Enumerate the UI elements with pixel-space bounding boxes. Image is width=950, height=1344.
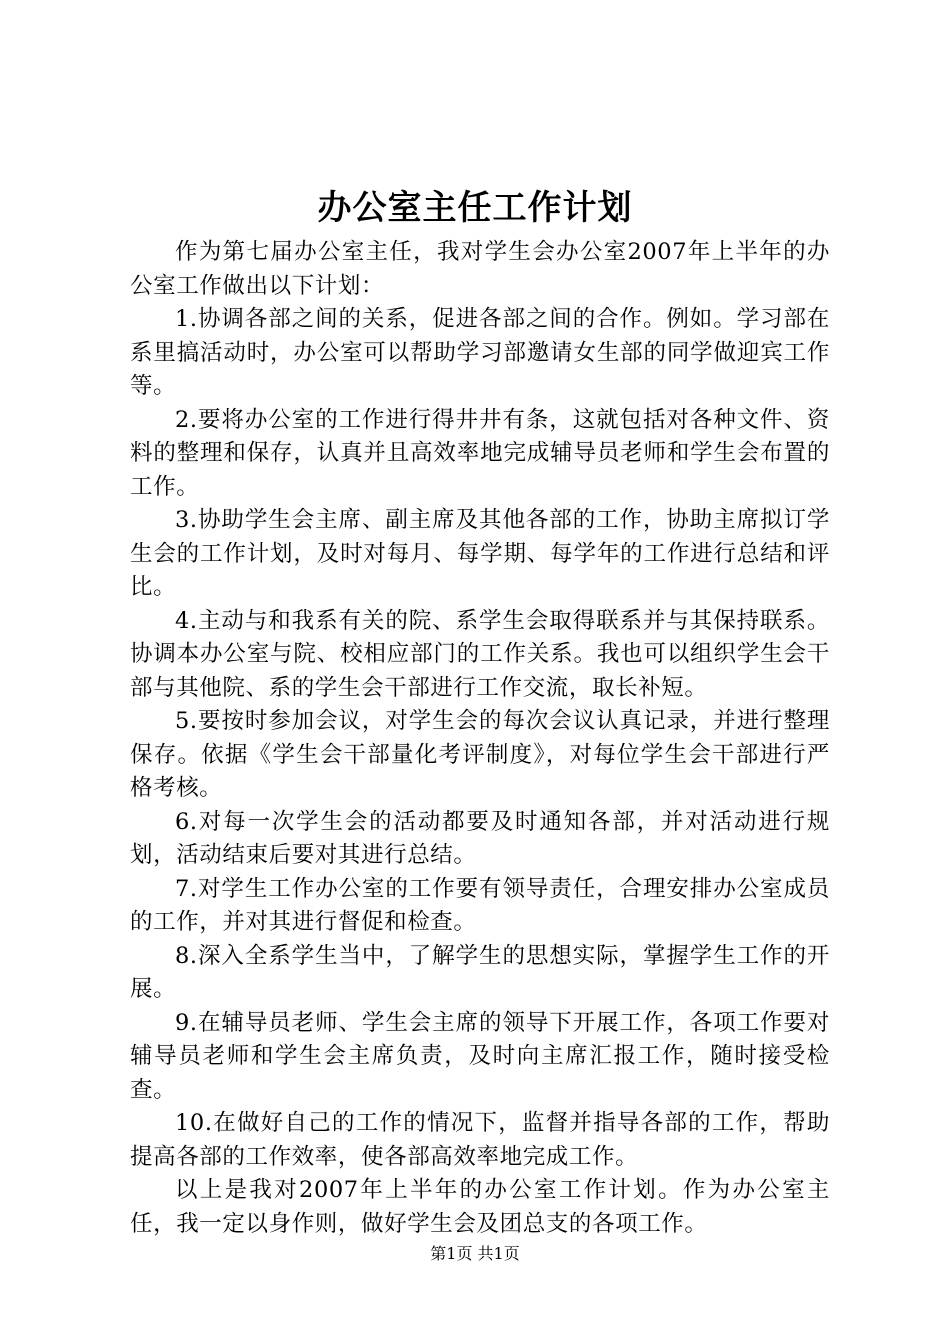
paragraph-conclusion: 以上是我对2007年上半年的办公室工作计划。作为办公室主任，我一定以身作则，做好学生会及团总支的各项工作。 xyxy=(130,1177,830,1237)
paragraph-item-5: 5.要按时参加会议，对学生会的每次会议认真记录，并进行整理保存。依据《学生会干部量化考评制度》，对每位学生会干部进行严格考核。 xyxy=(130,708,830,801)
paragraph-item-2: 2.要将办公室的工作进行得井井有条，这就包括对各种文件、资料的整理和保存，认真并且高效率地完成辅导员老师和学生会布置的工作。 xyxy=(130,406,830,500)
paragraph-item-10: 10.在做好自己的工作的情况下，监督并指导各部的工作，帮助提高各部的工作效率，使各部高效率地完成工作。 xyxy=(130,1110,830,1170)
paragraph-item-8: 8.深入全系学生当中，了解学生的思想实际，掌握学生工作的开展。 xyxy=(130,942,830,1002)
paragraph-item-3: 3.协助学生会主席、副主席及其他各部的工作，协助主席拟订学生会的工作计划，及时对每月、每学期、每学年的工作进行总结和评比。 xyxy=(130,507,830,600)
paragraph-item-4: 4.主动与和我系有关的院、系学生会取得联系并与其保持联系。协调本办公室与院、校相应部门的工作关系。我也可以组织学生会干部与其他院、系的学生会干部进行工作交流，取长补短。 xyxy=(130,607,830,701)
paragraph-intro: 作为第七届办公室主任，我对学生会办公室2007年上半年的办公室工作做出以下计划： xyxy=(130,239,830,299)
document-title: 办公室主任工作计划 xyxy=(317,188,633,228)
paragraph-item-6: 6.对每一次学生会的活动都要及时通知各部，并对活动进行规划，活动结束后要对其进行总结。 xyxy=(130,808,830,868)
paragraph-item-9: 9.在辅导员老师、学生会主席的领导下开展工作，各项工作要对辅导员老师和学生会主席负责，及时向主席汇报工作，随时接受检查。 xyxy=(130,1009,830,1103)
paragraph-item-7: 7.对学生工作办公室的工作要有领导责任，合理安排办公室成员的工作，并对其进行督促和检查。 xyxy=(130,875,830,935)
page-footer: 第1页 共1页 xyxy=(430,1244,520,1263)
document-body xyxy=(130,236,830,1241)
paragraph-item-1: 1.协调各部之间的关系，促进各部之间的合作。例如。学习部在系里搞活动时，办公室可以帮助学习部邀请女生部的同学做迎宾工作等。 xyxy=(130,306,830,399)
